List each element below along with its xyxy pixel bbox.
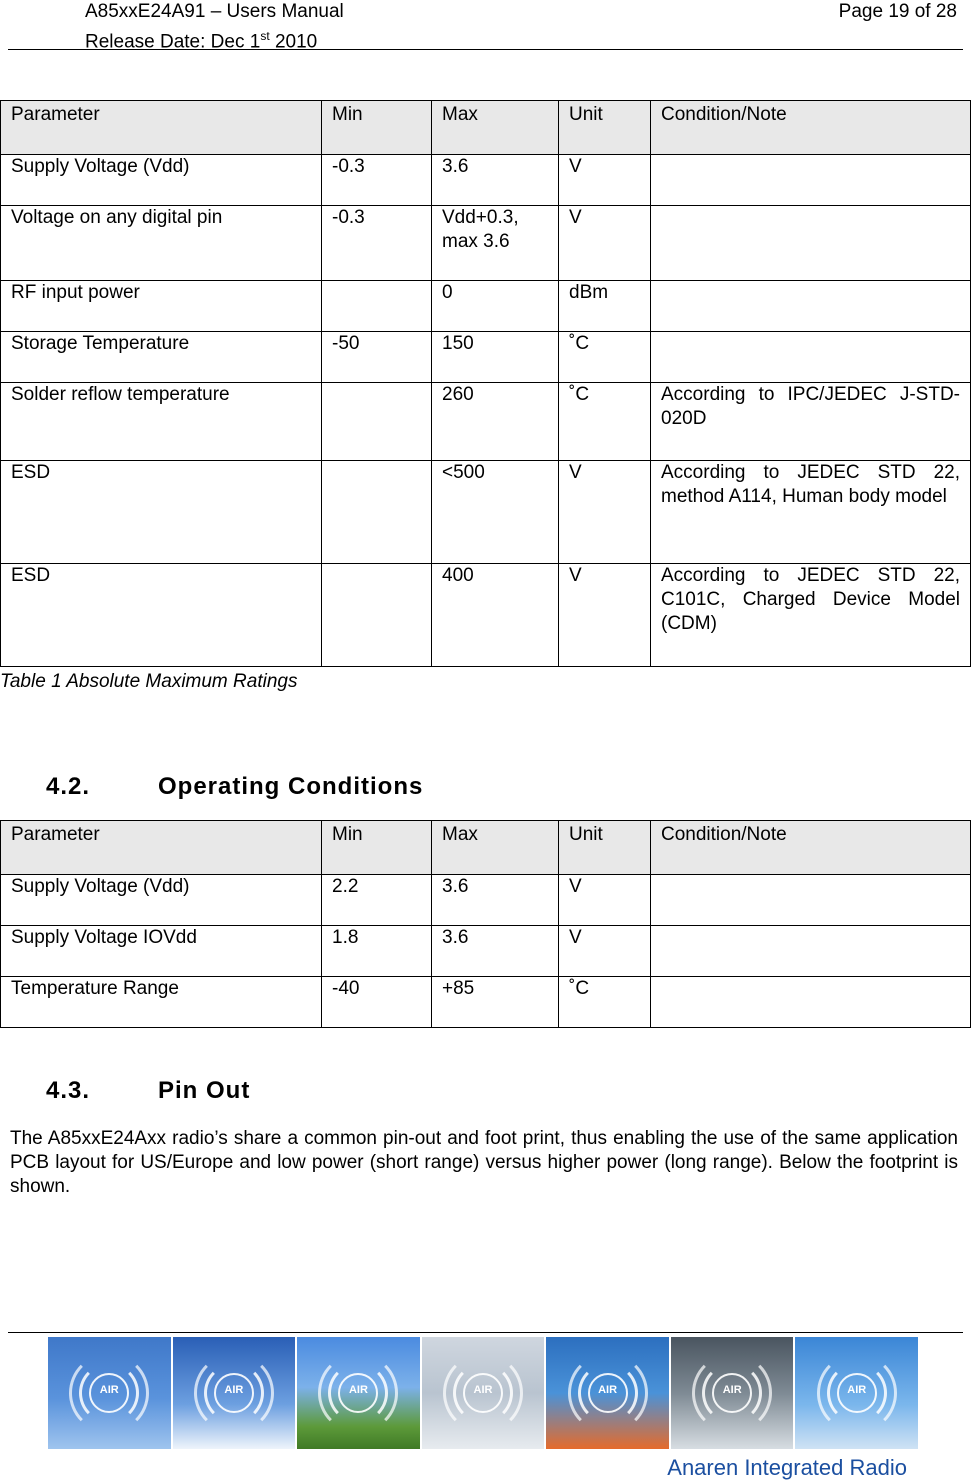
- cell-max: 3.6: [432, 155, 559, 206]
- air-logo-icon: AIR: [89, 1373, 129, 1413]
- cell-condition: [651, 155, 971, 206]
- cell-unit: V: [559, 875, 651, 926]
- cell-condition: [651, 977, 971, 1028]
- cell-max: 150: [432, 332, 559, 383]
- col-header-max: Max: [432, 821, 559, 875]
- cell-min: -50: [322, 332, 432, 383]
- cell-unit: ˚C: [559, 977, 651, 1028]
- table-header-row: [1, 101, 971, 155]
- table-row: [1, 206, 971, 281]
- table-row: [1, 461, 971, 564]
- air-logo-icon: AIR: [214, 1373, 254, 1413]
- cell-parameter: ESD: [1, 564, 322, 667]
- cell-max: 3.6: [432, 875, 559, 926]
- cell-unit: V: [559, 206, 651, 281]
- cell-condition: According to IPC/JEDEC J-STD-020D: [651, 383, 971, 461]
- section-number: 4.2.: [46, 773, 91, 800]
- cell-parameter: Supply Voltage IOVdd: [1, 926, 322, 977]
- table-caption: Table 1 Absolute Maximum Ratings: [0, 671, 298, 692]
- cell-unit: ˚C: [559, 383, 651, 461]
- banner-photo-snowboarder: [422, 1337, 545, 1449]
- absolute-max-ratings-table: [0, 100, 971, 667]
- cell-condition: [651, 281, 971, 332]
- cell-unit: ˚C: [559, 332, 651, 383]
- cell-max: 0: [432, 281, 559, 332]
- cell-min: -40: [322, 977, 432, 1028]
- col-header-parameter: Parameter: [1, 101, 322, 155]
- air-logo-icon: AIR: [588, 1373, 628, 1413]
- footer-divider: [8, 1332, 963, 1333]
- cell-condition: [651, 332, 971, 383]
- header-divider: [8, 49, 963, 50]
- section-title: Pin Out: [158, 1077, 251, 1104]
- cell-min: [322, 461, 432, 564]
- brand-wordmark: Anaren Integrated Radio: [667, 1455, 907, 1480]
- cell-condition: According to JEDEC STD 22, C101C, Charged Device Model (CDM): [651, 564, 971, 667]
- cell-condition: [651, 926, 971, 977]
- col-header-min: Min: [322, 101, 432, 155]
- cell-parameter: ESD: [1, 461, 322, 564]
- cell-unit: V: [559, 564, 651, 667]
- cell-unit: dBm: [559, 281, 651, 332]
- cell-max: +85: [432, 977, 559, 1028]
- cell-min: [322, 383, 432, 461]
- table-row: [1, 155, 971, 206]
- release-date: Release Date: Dec 1st 2010: [85, 29, 318, 53]
- table-row: [1, 875, 971, 926]
- air-logo-icon: AIR: [463, 1373, 503, 1413]
- operating-conditions-table: [0, 820, 971, 1028]
- cell-min: 1.8: [322, 926, 432, 977]
- cell-max: 400: [432, 564, 559, 667]
- cell-parameter: Storage Temperature: [1, 332, 322, 383]
- cell-unit: V: [559, 155, 651, 206]
- cell-max: 260: [432, 383, 559, 461]
- cell-parameter: Solder reflow temperature: [1, 383, 322, 461]
- cell-parameter: Supply Voltage (Vdd): [1, 875, 322, 926]
- section-heading-pinout: [46, 1077, 250, 1105]
- col-header-condition: Condition/Note: [651, 821, 971, 875]
- cell-parameter: Temperature Range: [1, 977, 322, 1028]
- col-header-min: Min: [322, 821, 432, 875]
- banner-photo-cyclist: [297, 1337, 420, 1449]
- doc-title: A85xxE24A91 – Users Manual: [85, 1, 344, 22]
- banner-photo-skier: [173, 1337, 296, 1449]
- cell-condition: According to JEDEC STD 22, method A114, Human body model: [651, 461, 971, 564]
- cell-min: [322, 281, 432, 332]
- table-row: [1, 332, 971, 383]
- col-header-condition: Condition/Note: [651, 101, 971, 155]
- table-row: [1, 564, 971, 667]
- pinout-paragraph: The A85xxE24Axx radio’s share a common pin-out and foot print, thus enabling the use of the same application PCB layout for US/Europe and low power (short range) versus higher power (long range). Below the footprint is shown.: [10, 1128, 958, 1197]
- cell-parameter: Voltage on any digital pin: [1, 206, 322, 281]
- cell-unit: V: [559, 926, 651, 977]
- section-heading-operating: [46, 773, 423, 801]
- col-header-unit: Unit: [559, 821, 651, 875]
- air-logo-icon: AIR: [712, 1373, 752, 1413]
- table-row: [1, 926, 971, 977]
- table-header-row: [1, 821, 971, 875]
- table-row: [1, 383, 971, 461]
- section-title: Operating Conditions: [158, 773, 424, 800]
- cell-condition: [651, 206, 971, 281]
- cell-max: 3.6: [432, 926, 559, 977]
- col-header-unit: Unit: [559, 101, 651, 155]
- cell-min: 2.2: [322, 875, 432, 926]
- section-number: 4.3.: [46, 1077, 91, 1104]
- cell-min: -0.3: [322, 155, 432, 206]
- air-logo-icon: AIR: [338, 1373, 378, 1413]
- page-number: Page 19 of 28: [838, 1, 957, 22]
- banner-photo-windsurfer: [546, 1337, 669, 1449]
- cell-unit: V: [559, 461, 651, 564]
- cell-min: [322, 564, 432, 667]
- footer-banner: [48, 1337, 918, 1449]
- cell-min: -0.3: [322, 206, 432, 281]
- table-row: [1, 977, 971, 1028]
- col-header-parameter: Parameter: [1, 821, 322, 875]
- cell-max: Vdd+0.3, max 3.6: [432, 206, 559, 281]
- banner-photo-skater: [48, 1337, 171, 1449]
- col-header-max: Max: [432, 101, 559, 155]
- header-left: [85, 0, 344, 54]
- cell-condition: [651, 875, 971, 926]
- table-row: [1, 281, 971, 332]
- banner-photo-kayaker: [671, 1337, 794, 1449]
- air-logo-icon: AIR: [837, 1373, 877, 1413]
- banner-photo-jumper: [795, 1337, 918, 1449]
- cell-parameter: RF input power: [1, 281, 322, 332]
- cell-parameter: Supply Voltage (Vdd): [1, 155, 322, 206]
- cell-max: <500: [432, 461, 559, 564]
